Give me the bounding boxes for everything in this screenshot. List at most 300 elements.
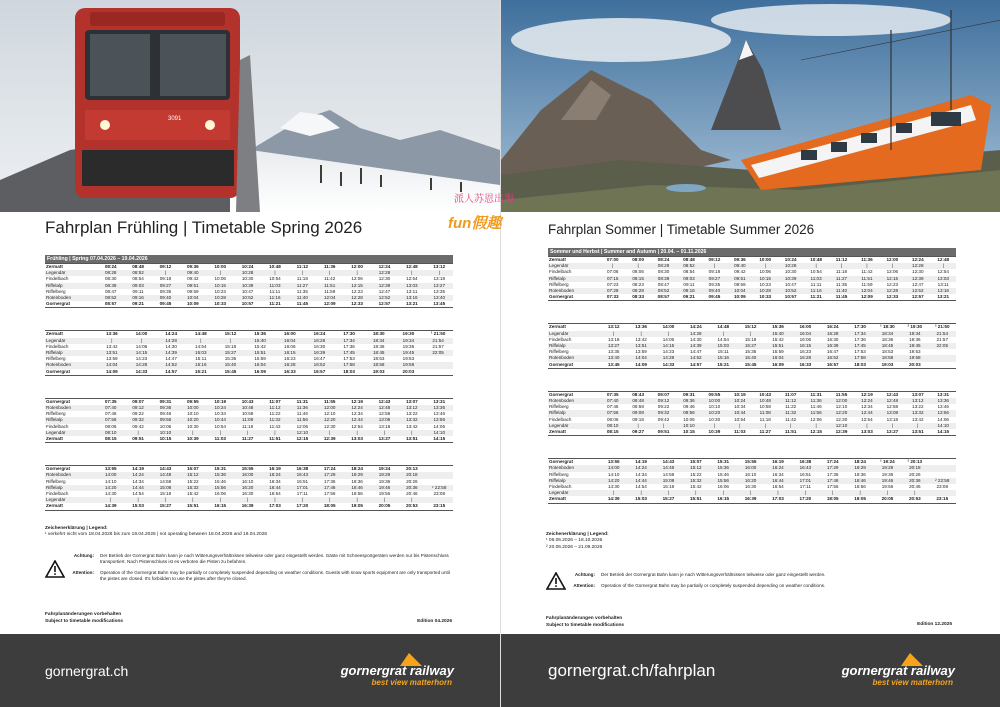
time-cell: 11:11 xyxy=(810,281,822,287)
time-cell: 15:42 xyxy=(690,484,702,490)
time-cell: 14:54 xyxy=(635,484,647,490)
time-cell: 12:15 xyxy=(880,276,905,282)
time-cell: 16:00 xyxy=(737,465,764,471)
time-cell: 09:35 xyxy=(159,288,172,294)
time-cell: 08:54 xyxy=(683,269,695,275)
time-cell: 11:45 xyxy=(296,301,309,307)
time-cell: 13:27 xyxy=(426,283,454,289)
time-cell: 11:18 xyxy=(296,276,308,282)
time-cell: 14:48 xyxy=(655,465,682,471)
timetable-block xyxy=(548,256,956,301)
time-cell: 16:28 xyxy=(819,331,846,337)
time-cell: 16:04 xyxy=(792,331,819,337)
time-cell: 22:05 xyxy=(423,350,453,356)
time-cell: 13:40 xyxy=(600,355,627,361)
time-cell: 17:29 xyxy=(316,472,343,478)
time-cell: 10:52 xyxy=(234,295,261,301)
note-en: Subject to timetable modifications xyxy=(45,618,124,624)
time-cell: 14:39 xyxy=(682,343,709,349)
time-cell: 12:28 xyxy=(371,270,398,276)
time-cell: 07:56 xyxy=(600,410,625,416)
time-cell: 19:29 xyxy=(371,472,398,478)
time-cell: 17:03 xyxy=(269,503,281,509)
time-cell: 15:35 xyxy=(744,349,757,355)
time-cell: 13:27 xyxy=(378,436,391,442)
time-cell: 09:56 xyxy=(676,410,701,416)
time-cell: 16:04 xyxy=(245,362,275,368)
time-cell: 11:42 xyxy=(269,423,281,429)
time-cell: 09:36 xyxy=(186,264,199,269)
time-cell: 08:10 xyxy=(600,423,625,429)
time-cell: | xyxy=(207,270,234,276)
time-cell: 20:13 xyxy=(405,466,418,472)
time-cell: 12:58 xyxy=(886,404,899,410)
station-cell: Findelbach xyxy=(549,484,572,490)
time-cell: 14:15 xyxy=(655,343,682,349)
spring-legend xyxy=(45,526,453,539)
time-cell: 13:18 xyxy=(607,336,620,342)
time-cell: | xyxy=(829,263,854,269)
time-cell: 16:23 xyxy=(799,349,812,355)
time-cell: 10:34 xyxy=(734,404,746,410)
time-cell: 21:57 xyxy=(432,343,444,349)
time-cell: 13:46 xyxy=(433,411,445,417)
time-cell: 16:04 xyxy=(275,338,305,344)
time-cell: | xyxy=(778,423,803,429)
time-cell: 19:45 xyxy=(901,343,928,349)
time-cell: 08:57 xyxy=(657,294,670,300)
time-cell: 11:51 xyxy=(854,276,879,282)
time-cell: 09:51 xyxy=(179,283,206,289)
time-cell: 11:40 xyxy=(829,288,854,294)
time-cell: 12:10 xyxy=(829,423,854,429)
time-cell: | xyxy=(371,497,398,503)
time-cell: 16:33 xyxy=(799,361,812,367)
time-cell: 15:12 xyxy=(224,331,237,337)
time-cell: 13:42 xyxy=(912,416,924,422)
time-cell: 13:55 xyxy=(607,459,620,465)
time-cell: 15:59 xyxy=(254,356,266,362)
time-cell: | xyxy=(655,331,682,337)
time-cell: 10:43 xyxy=(759,391,772,397)
time-cell: 16:39 xyxy=(241,503,254,509)
timetable-table xyxy=(548,257,956,300)
time-cell: 15:03 xyxy=(186,350,216,356)
time-cell: 14:19 xyxy=(635,459,647,465)
time-cell: | xyxy=(316,430,343,436)
time-cell: 13:45 xyxy=(433,301,446,307)
time-cell: 15:40 xyxy=(245,338,275,344)
time-cell: 07:46 xyxy=(606,404,619,410)
time-cell: 10:44 xyxy=(207,417,234,423)
time-cell: 11:18 xyxy=(241,423,254,429)
time-cell: 10:06 xyxy=(214,276,226,282)
time-cell: 20:03 xyxy=(908,361,921,367)
time-cell: 14:47 xyxy=(690,349,702,355)
time-cell: 11:03 xyxy=(734,429,746,435)
table-row xyxy=(548,362,956,368)
time-cell: 15:22 xyxy=(187,478,199,484)
time-cell: 18:29 xyxy=(846,465,873,471)
time-cell: 14:30 xyxy=(165,343,177,349)
time-cell: ² 22:58 xyxy=(929,478,957,484)
time-cell: 08:15 xyxy=(606,429,619,435)
time-cell: 19:58 xyxy=(901,355,928,361)
time-cell: | xyxy=(234,430,261,436)
time-cell: 14:28 xyxy=(127,362,157,368)
time-cell: 19:56 xyxy=(881,484,894,490)
time-cell: 13:51 xyxy=(627,343,654,349)
time-cell: 15:08 xyxy=(655,478,682,484)
watermark-top: 派人苏恩出海 xyxy=(454,194,514,205)
time-cell: 12:28 xyxy=(880,288,905,294)
time-cell: 15:40 xyxy=(737,355,764,361)
time-cell: 08:48 xyxy=(132,264,144,269)
time-cell: 20:46 xyxy=(909,484,921,490)
time-cell: 13:03 xyxy=(398,283,425,289)
time-cell: 10:00 xyxy=(759,257,772,262)
station-cell: Legendär xyxy=(548,490,600,496)
time-cell: 11:12 xyxy=(296,264,309,269)
station-cell: Riffelberg xyxy=(549,404,569,410)
time-cell: 09:08 xyxy=(625,410,650,416)
time-cell: 09:32 xyxy=(124,417,151,423)
time-cell: 12:44 xyxy=(343,417,370,423)
time-cell: 11:32 xyxy=(778,410,803,416)
time-cell: 09:51 xyxy=(727,276,752,282)
time-cell: | xyxy=(343,270,370,276)
time-cell: 13:36 xyxy=(105,331,118,337)
time-cell: 10:39 xyxy=(778,276,803,282)
time-cell: 12:28 xyxy=(905,263,930,269)
time-cell: 15:18 xyxy=(662,484,675,490)
time-cell: 16:15 xyxy=(214,503,227,509)
table-row xyxy=(45,503,453,509)
time-cell: 11:36 xyxy=(289,405,316,411)
time-cell: 11:32 xyxy=(261,417,288,423)
time-cell: 15:03 xyxy=(635,496,647,502)
time-cell: 16:47 xyxy=(313,356,326,362)
time-cell: 08:28 xyxy=(625,288,650,294)
time-cell: 09:21 xyxy=(683,294,695,300)
time-cell: 11:11 xyxy=(269,288,281,294)
summer-edition: Edition 12.2025 xyxy=(917,622,952,627)
time-cell: 11:42 xyxy=(861,269,873,275)
station-cell: Riffelalp xyxy=(45,350,97,356)
time-cell: | xyxy=(124,430,151,436)
time-cell: 09:51 xyxy=(132,436,144,442)
station-cell: Rotenboden xyxy=(548,288,600,294)
time-cell: 14:15 xyxy=(127,350,157,356)
time-cell: 11:59 xyxy=(861,281,873,287)
time-cell: 14:24 xyxy=(689,324,702,330)
legend-heading: Zeichenerklärung | Legend: xyxy=(546,532,609,537)
time-cell: 13:59 xyxy=(106,356,118,362)
time-cell: 10:15 xyxy=(753,276,778,282)
time-cell: 12:58 xyxy=(378,411,391,417)
time-cell: 16:39 xyxy=(744,496,757,502)
time-cell: 16:09 xyxy=(254,368,266,374)
time-cell: 07:33 xyxy=(606,294,619,300)
time-cell: 11:51 xyxy=(316,283,343,289)
time-cell: 14:58 xyxy=(159,478,172,484)
time-cell: 21:54 xyxy=(423,338,453,344)
time-cell: 08:52 xyxy=(97,295,124,301)
time-cell: 08:06 xyxy=(104,423,117,429)
time-cell: 14:23 xyxy=(662,349,675,355)
time-cell: 11:22 xyxy=(785,404,797,410)
time-cell: 12:34 xyxy=(351,411,363,417)
achtung-text: Der Betrieb der Gornergrat Bahn kann je nach Witterungsverhältnissen teilweise oder ganz eingestellt werden. Gäste mit Schneesportgeräten werden nur bis Pistenschluss transportiert. Nach Pistenschluss ist es verboten die Pisten zu befahren. xyxy=(100,553,449,564)
time-cell: 19:34 xyxy=(901,331,928,337)
time-cell: 10:20 xyxy=(702,410,727,416)
time-cell: | xyxy=(186,338,216,344)
time-cell: 10:20 xyxy=(179,417,206,423)
time-cell: 12:39 xyxy=(371,283,398,289)
time-cell: 18:58 xyxy=(874,355,901,361)
time-cell: 10:04 xyxy=(727,288,752,294)
attention-text: Operation of the Gornergrat Bahn may be partially or completely suspended depending on weather conditions. Guests with snow sports equipment are only transported until the pistes are closed. It's forbidden to use the pistes after they're closed. xyxy=(100,570,450,581)
time-cell: 14:04 xyxy=(97,362,127,368)
time-cell: | xyxy=(710,331,737,337)
time-cell: 14:34 xyxy=(132,478,144,484)
time-cell: 12:00 xyxy=(351,264,363,269)
time-cell: 16:52 xyxy=(819,355,846,361)
time-cell: 16:00 xyxy=(283,331,296,337)
station-cell: Gornergrat xyxy=(549,391,573,397)
time-cell: 12:48 xyxy=(371,405,398,411)
time-cell: 15:51 xyxy=(764,343,791,349)
time-cell: 16:38 xyxy=(296,466,309,472)
time-cell: 13:42 xyxy=(635,336,647,342)
time-cell: 10:24 xyxy=(207,405,234,411)
time-cell: 10:28 xyxy=(234,270,261,276)
time-cell: 12:10 xyxy=(289,430,316,436)
time-cell: 09:16 xyxy=(124,295,151,301)
time-cell: 14:20 xyxy=(600,478,627,484)
time-cell: ¹ 18:30 xyxy=(880,324,895,330)
time-cell: 10:47 xyxy=(784,281,797,287)
time-cell: 15:03 xyxy=(710,343,737,349)
time-cell: 20:05 xyxy=(881,496,894,502)
time-cell: 18:34 xyxy=(874,331,901,337)
time-cell: 14:33 xyxy=(662,361,675,367)
time-cell: 20:03 xyxy=(402,368,415,374)
time-cell: 10:54 xyxy=(734,416,746,422)
time-cell: 08:58 xyxy=(632,404,644,410)
time-cell: 16:30 xyxy=(744,484,757,490)
time-cell: 10:04 xyxy=(179,295,206,301)
time-cell: 14:52 xyxy=(682,355,709,361)
time-cell: 13:36 xyxy=(426,405,454,411)
time-cell: 16:28 xyxy=(792,355,819,361)
time-cell: 16:43 xyxy=(792,465,819,471)
time-cell: 08:39 xyxy=(97,283,124,289)
time-cell: 18:29 xyxy=(343,472,370,478)
time-cell: 12:23 xyxy=(886,281,899,287)
time-cell: | xyxy=(753,263,778,269)
time-cell: 15:32 xyxy=(682,478,709,484)
time-cell: 15:42 xyxy=(772,336,784,342)
time-cell: 08:52 xyxy=(651,288,676,294)
time-cell: 10:33 xyxy=(214,301,227,307)
time-cell: 13:55 xyxy=(104,466,117,472)
time-cell: 15:56 xyxy=(207,485,234,491)
time-cell: 11:18 xyxy=(835,269,848,275)
time-cell: | xyxy=(682,490,709,496)
time-cell: | xyxy=(179,430,206,436)
time-cell: 09:40 xyxy=(152,295,179,301)
time-cell: 13:18 xyxy=(886,416,899,422)
time-cell: 12:00 xyxy=(316,405,343,411)
spring-footer-url[interactable]: gornergrat.ch xyxy=(45,663,129,679)
time-cell: 19:29 xyxy=(874,465,901,471)
time-cell: 13:12 xyxy=(905,398,930,404)
time-cell: 13:32 xyxy=(905,410,930,416)
time-cell: 11:27 xyxy=(241,436,254,442)
time-cell: 15:35 xyxy=(224,356,237,362)
time-cell: 16:24 xyxy=(826,324,839,330)
station-cell: Gornergrat xyxy=(46,398,70,404)
time-cell: 11:36 xyxy=(323,264,336,269)
time-cell: 12:54 xyxy=(937,269,949,275)
time-cell: 12:57 xyxy=(911,294,924,300)
time-cell: 18:36 xyxy=(854,471,866,477)
station-cell: Zermatt xyxy=(46,503,63,509)
time-cell: 14:44 xyxy=(124,485,151,491)
time-cell: 16:09 xyxy=(772,361,784,367)
time-cell: 10:06 xyxy=(683,416,695,422)
time-cell: | xyxy=(97,497,124,503)
station-cell: Riffelberg xyxy=(46,288,66,294)
time-cell: 09:22 xyxy=(657,404,670,410)
time-cell: 13:31 xyxy=(433,398,446,404)
time-cell: 09:40 xyxy=(179,270,206,276)
time-cell: 10:48 xyxy=(234,405,261,411)
time-cell: 12:06 xyxy=(886,269,899,275)
time-cell: | xyxy=(289,497,316,503)
time-cell: 12:10 xyxy=(323,411,336,417)
time-cell: 10:58 xyxy=(241,411,254,417)
time-cell: 13:35 xyxy=(433,288,445,294)
spring-modification-note xyxy=(45,612,123,625)
time-cell: 12:30 xyxy=(323,423,336,429)
time-cell: 15:51 xyxy=(186,503,199,509)
time-cell: 16:20 xyxy=(234,485,261,491)
table-row xyxy=(45,436,453,442)
station-cell: Zermatt xyxy=(46,331,63,337)
time-cell: | xyxy=(124,497,151,503)
brand-logo xyxy=(835,652,955,692)
time-cell: 09:40 xyxy=(727,263,752,269)
time-cell: 13:51 xyxy=(405,436,418,442)
time-cell: 15:27 xyxy=(662,496,675,502)
time-cell: | xyxy=(901,490,928,496)
time-cell: | xyxy=(880,263,905,269)
time-cell: 18:30 xyxy=(372,331,385,337)
time-cell: | xyxy=(426,270,454,276)
time-cell: 18:36 xyxy=(881,336,894,342)
time-cell: 16:06 xyxy=(717,484,729,490)
time-cell: 17:36 xyxy=(323,478,336,484)
time-cell: | xyxy=(216,338,246,344)
time-cell: 12:57 xyxy=(378,301,391,307)
time-cell: 12:24 xyxy=(911,257,924,262)
time-cell: 17:24 xyxy=(826,459,839,465)
time-cell: 11:18 xyxy=(759,416,771,422)
time-cell: 14:10 xyxy=(104,478,117,484)
time-cell: 14:06 xyxy=(662,336,675,342)
time-cell: 08:33 xyxy=(632,294,644,300)
time-cell: 14:00 xyxy=(135,331,148,337)
time-cell: 14:54 xyxy=(195,343,207,349)
time-cell: 14:47 xyxy=(165,356,177,362)
time-cell: | xyxy=(737,331,764,337)
time-cell: 16:34 xyxy=(772,471,784,477)
legend-heading: Zeichenerklärung | Legend: xyxy=(45,526,108,531)
time-cell: 14:24 xyxy=(124,472,151,478)
time-cell: | xyxy=(261,270,288,276)
time-cell: 10:28 xyxy=(778,263,803,269)
time-cell: 13:32 xyxy=(398,417,425,423)
time-cell: 09:56 xyxy=(152,417,179,423)
summer-footer-url[interactable]: gornergrat.ch/fahrplan xyxy=(548,661,716,680)
time-cell: 11:03 xyxy=(261,283,288,289)
time-cell: 08:52 xyxy=(676,263,701,269)
time-cell: | xyxy=(600,263,625,269)
time-cell: 09:45 xyxy=(708,294,721,300)
time-cell: 12:47 xyxy=(378,288,391,294)
time-cell: 09:07 xyxy=(657,391,670,397)
station-cell: Rotenboden xyxy=(45,405,97,411)
time-cell: 17:20 xyxy=(296,503,309,509)
time-cell: 11:31 xyxy=(296,398,309,404)
time-cell: | xyxy=(316,497,343,503)
station-cell: Findelbach xyxy=(549,269,572,275)
time-cell: 07:35 xyxy=(104,398,117,404)
time-cell: 11:55 xyxy=(835,391,848,397)
time-cell: 13:42 xyxy=(406,423,418,429)
time-cell: 11:16 xyxy=(803,288,828,294)
time-cell: 13:27 xyxy=(886,429,899,435)
time-cell: 13:27 xyxy=(600,343,627,349)
time-cell: 10:19 xyxy=(214,398,227,404)
timetable-table xyxy=(45,399,453,442)
time-cell: | xyxy=(702,423,727,429)
time-cell: 15:51 xyxy=(689,496,702,502)
time-cell: 20:18 xyxy=(901,465,928,471)
timetable-block xyxy=(45,398,453,443)
time-cell: 15:21 xyxy=(194,368,207,374)
time-cell: 16:52 xyxy=(305,362,335,368)
time-cell: | xyxy=(655,490,682,496)
time-cell: 19:45 xyxy=(394,350,424,356)
station-cell: Zermatt xyxy=(549,257,566,262)
time-cell: 12:24 xyxy=(343,405,370,411)
time-cell: | xyxy=(702,263,727,269)
time-cell: ¹ 19:24 xyxy=(880,459,895,465)
time-cell: 14:48 xyxy=(194,331,207,337)
time-cell: 09:31 xyxy=(159,398,172,404)
note-de: Fahrplanänderungen vorbehalten xyxy=(546,616,623,621)
time-cell: 12:19 xyxy=(351,398,363,404)
time-cell: 09:51 xyxy=(657,429,670,435)
time-cell: | xyxy=(803,263,828,269)
time-cell: 07:00 xyxy=(606,257,619,262)
station-cell: Gornergrat xyxy=(46,301,70,307)
time-cell: | xyxy=(127,338,157,344)
time-cell: 14:28 xyxy=(682,331,709,337)
